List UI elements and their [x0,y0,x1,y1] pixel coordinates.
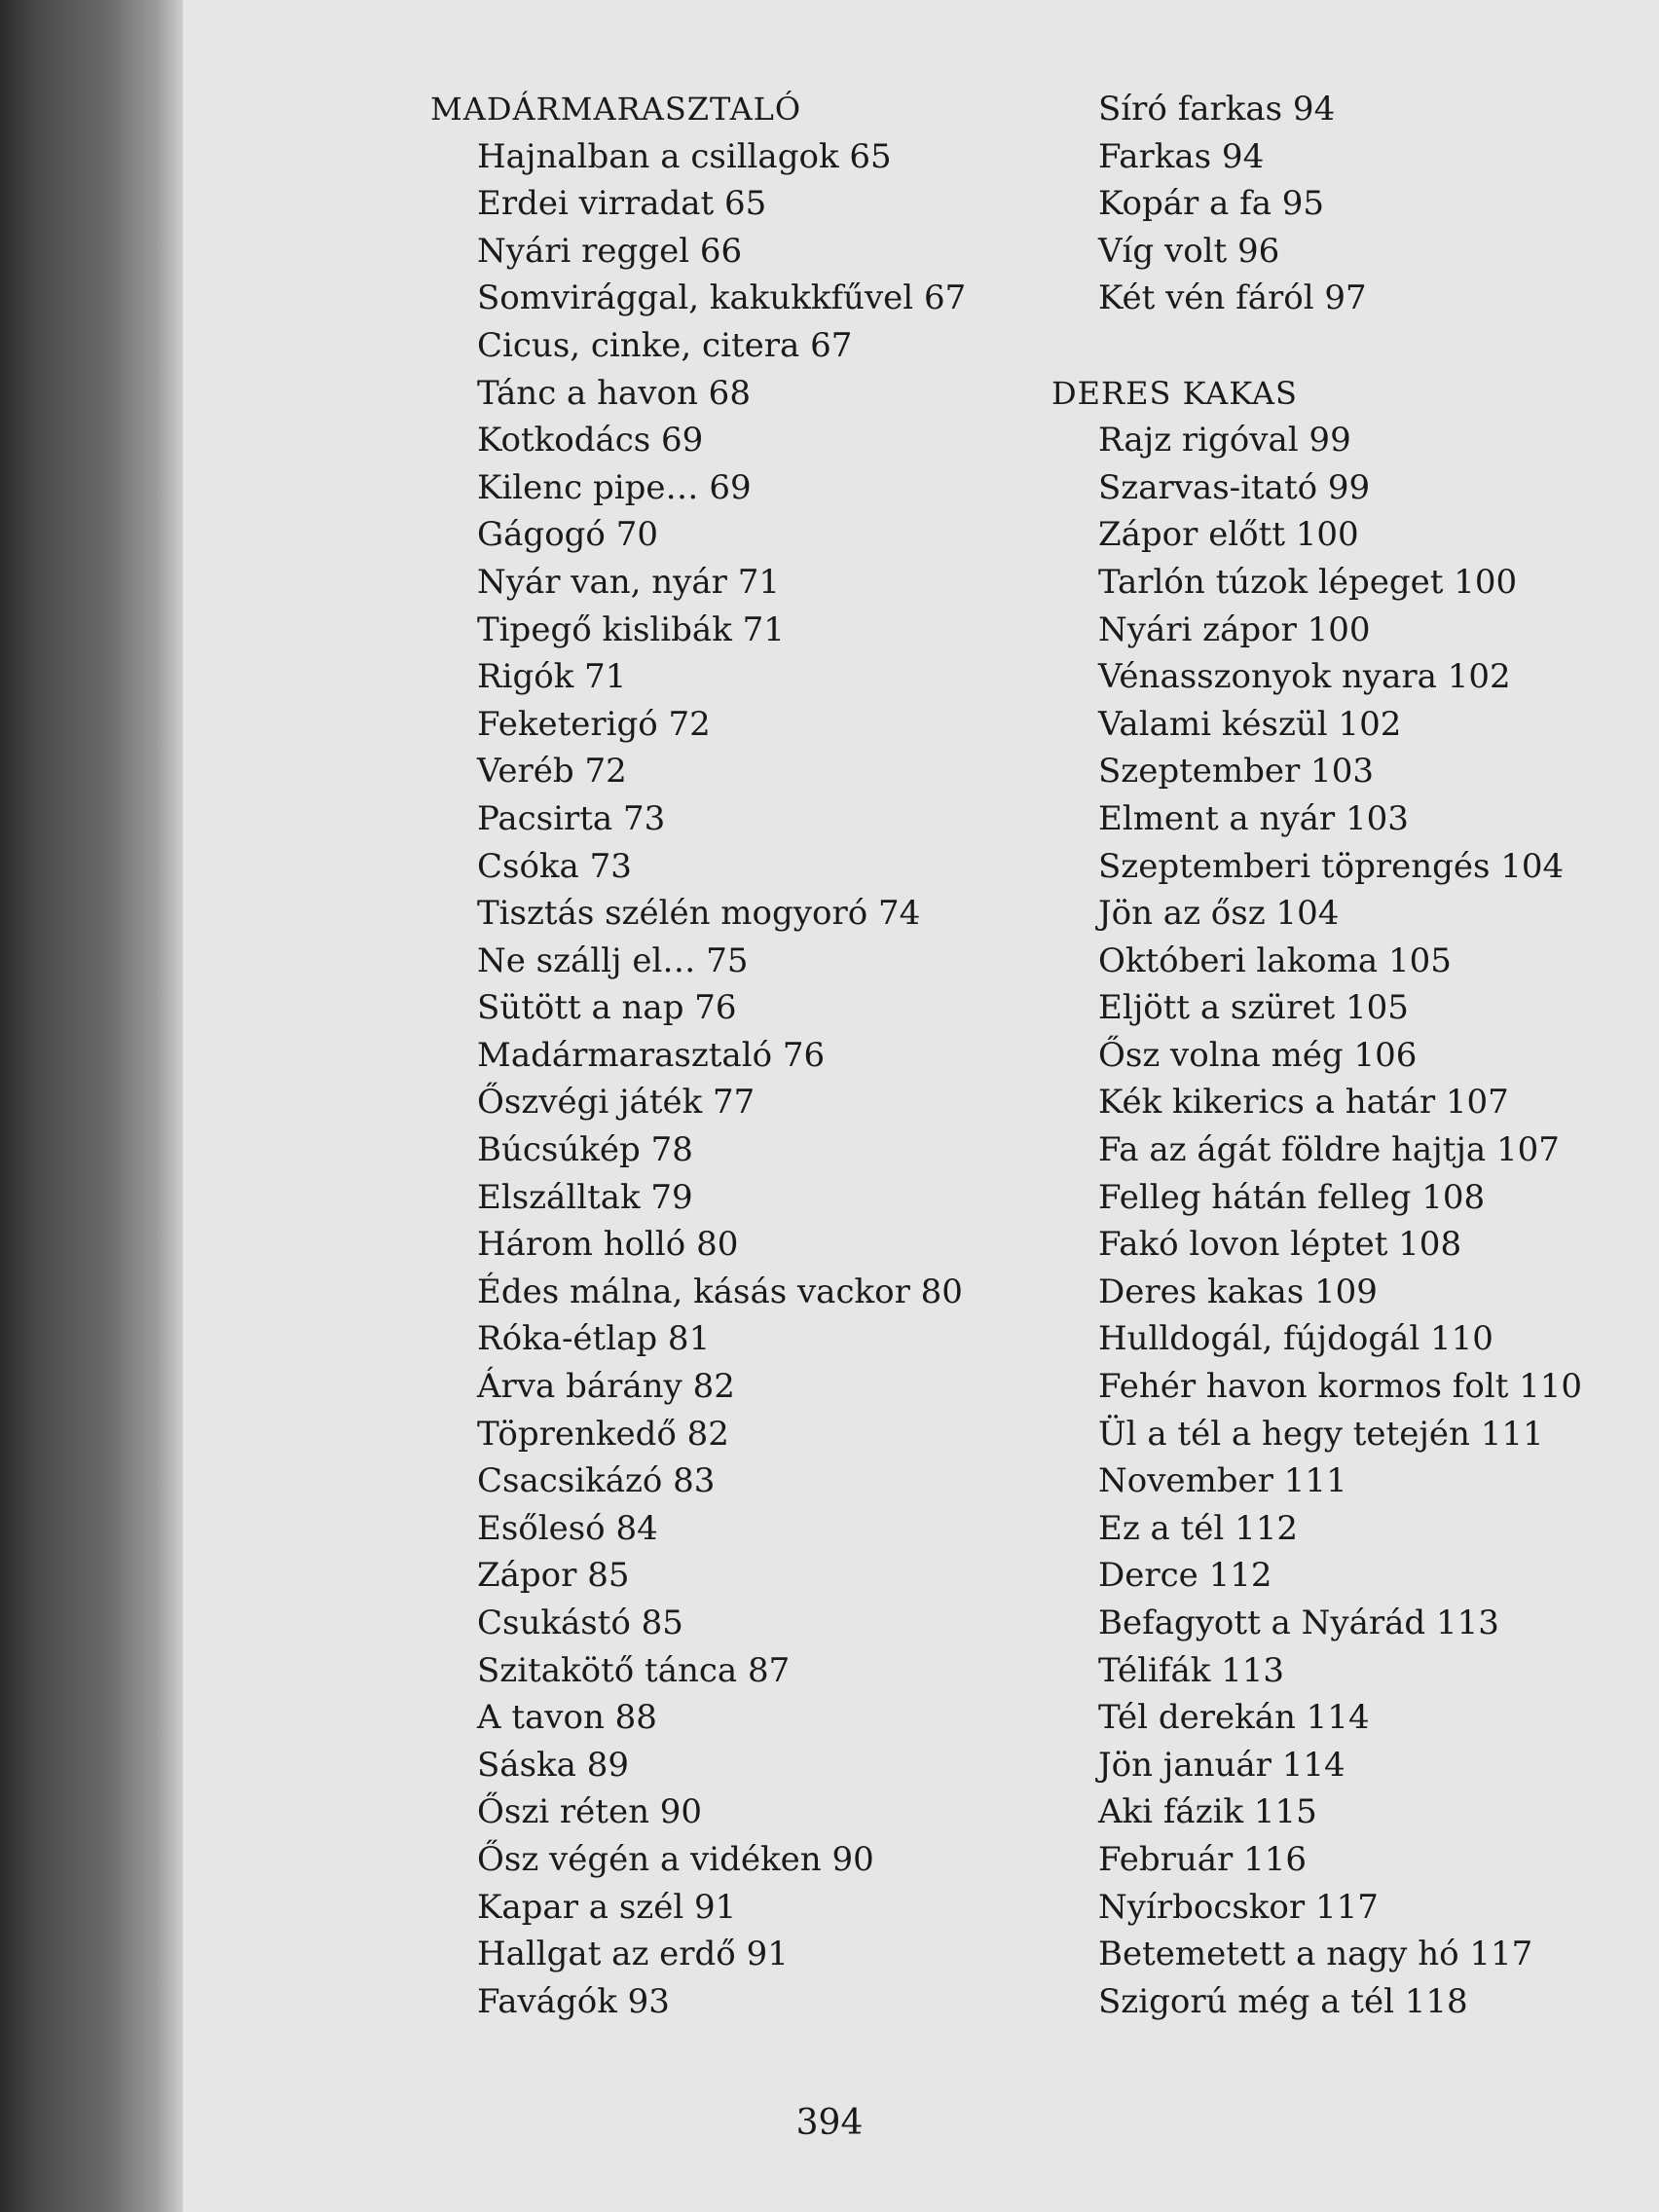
toc-entry: Nyári reggel 66 [477,231,743,271]
toc-left-column [430,86,966,2025]
toc-entry: Befagyott a Nyárád 113 [1098,1604,1499,1642]
toc-entry: Kék kikerics a határ 107 [1098,1083,1509,1123]
book-binding-edge [0,0,185,2212]
toc-entry: Csóka 73 [477,846,632,886]
toc-entry: Nyári zápor 100 [1098,609,1371,649]
toc-entry: Ősz volna még 106 [1098,1035,1418,1075]
toc-entry: Rajz rigóval 99 [1098,421,1351,461]
toc-entry: Kotkodács 69 [477,421,704,461]
toc-entry: Gágogó 70 [477,515,658,555]
toc-entry: Esőlesó 84 [477,1508,658,1548]
toc-entry: Tisztás szélén mogyoró 74 [477,894,921,934]
toc-entry: Deres kakas 109 [1098,1272,1378,1311]
toc-entry: Édes málna, kásás vackor 80 [477,1272,963,1311]
toc-entry: Valami készül 102 [1098,704,1402,744]
toc-entry: Őszi réten 90 [477,1792,703,1832]
toc-entry: Tánc a havon 68 [477,373,751,413]
toc-entry: Somvirággal, kakukkfűvel 67 [477,278,967,318]
toc-entry: Feketerigó 72 [477,704,711,744]
toc-entry: Kopár a fa 95 [1098,184,1325,224]
toc-entry: Cicus, cinke, citera 67 [477,325,853,365]
toc-entry: Ne szállj el… 75 [477,940,749,980]
toc-entry: Csukástó 85 [477,1604,683,1642]
toc-entry: Zápor előtt 100 [1098,515,1359,555]
toc-entry: Töprenkedő 82 [477,1414,729,1454]
right-top-entry-list [1051,86,1582,322]
toc-entry: Árva bárány 82 [477,1367,735,1407]
toc-entry: Ősz végén a vidéken 90 [477,1839,874,1879]
toc-entry: Ez a tél 112 [1098,1508,1298,1548]
toc-entry: Jön az ősz 104 [1098,894,1340,934]
toc-entry: Kilenc pipe… 69 [477,467,752,507]
toc-entry: Szeptember 103 [1098,752,1374,792]
left-entry-list [430,133,966,2026]
toc-entry: Három holló 80 [477,1225,739,1265]
section-gap [1051,322,1582,370]
toc-entry: Erdei virradat 65 [477,184,767,224]
toc-entry: Eljött a szüret 105 [1098,988,1409,1028]
toc-entry: Őszvégi játék 77 [477,1083,756,1123]
toc-entry: Tarlón túzok lépeget 100 [1098,562,1518,602]
toc-entry: Búcsúkép 78 [477,1130,693,1170]
toc-entry: Favágók 93 [477,1981,670,2021]
toc-entry: A tavon 88 [477,1698,657,1738]
toc-entry: Szitakötő tánca 87 [477,1650,791,1690]
toc-entry: November 111 [1098,1461,1347,1501]
toc-entry: Fehér havon kormos folt 110 [1098,1367,1583,1407]
page-number: 394 [795,2103,864,2143]
toc-entry: Veréb 72 [477,752,627,792]
toc-entry: Nyár van, nyár 71 [477,562,780,602]
toc-entry: Ül a tél a hegy tetején 111 [1098,1414,1544,1454]
toc-entry: Fa az ágát földre hajtja 107 [1098,1130,1560,1170]
toc-entry: Derce 112 [1098,1556,1272,1596]
toc-entry: Farkas 94 [1098,136,1265,176]
toc-entry: Tél derekán 114 [1098,1698,1370,1738]
toc-entry: Két vén fáról 97 [1098,278,1367,318]
toc-entry: Sütött a nap 76 [477,988,737,1028]
toc-entry: Aki fázik 115 [1098,1792,1317,1832]
toc-entry: Rigók 71 [477,657,627,697]
right-entry-list [1051,417,1582,2025]
toc-entry: Szigorú még a tél 118 [1098,1981,1468,2021]
toc-entry: Betemetett a nagy hó 117 [1098,1935,1533,1974]
toc-entry: Pacsirta 73 [477,798,666,838]
toc-entry: Nyírbocskor 117 [1098,1887,1379,1927]
toc-entry: Madármarasztaló 76 [477,1035,826,1075]
toc-entry: Február 116 [1098,1839,1307,1879]
section-title-madarmarasztalo: MADÁRMARASZTALÓ [430,91,802,128]
toc-entry: Felleg hátán felleg 108 [1098,1177,1486,1217]
toc-entry: Tipegő kislibák 71 [477,609,785,649]
toc-entry: Októberi lakoma 105 [1098,940,1452,980]
toc-entry: Kapar a szél 91 [477,1887,737,1927]
toc-entry: Szeptemberi töprengés 104 [1098,846,1565,886]
toc-entry: Síró farkas 94 [1098,90,1336,129]
toc-entry: Csacsikázó 83 [477,1461,716,1501]
toc-entry: Hajnalban a csillagok 65 [477,136,892,176]
toc-entry: Télifák 113 [1098,1650,1285,1690]
toc-entry: Vénasszonyok nyara 102 [1098,657,1511,697]
toc-right-column [1051,86,1582,2025]
toc-entry: Jön január 114 [1098,1745,1346,1785]
toc-entry: Víg volt 96 [1098,231,1280,271]
toc-entry: Zápor 85 [477,1556,630,1596]
toc-entry: Róka-étlap 81 [477,1319,711,1359]
toc-entry: Elszálltak 79 [477,1177,693,1217]
toc-entry: Hallgat az erdő 91 [477,1935,789,1974]
toc-entry: Fakó lovon léptet 108 [1098,1225,1462,1265]
section-title-deres-kakas: DERES KAKAS [1051,374,1298,412]
toc-entry: Hulldogál, fújdogál 110 [1098,1319,1493,1359]
toc-entry: Elment a nyár 103 [1098,798,1409,838]
toc-entry: Szarvas-itató 99 [1098,467,1371,507]
toc-entry: Sáska 89 [477,1745,629,1785]
